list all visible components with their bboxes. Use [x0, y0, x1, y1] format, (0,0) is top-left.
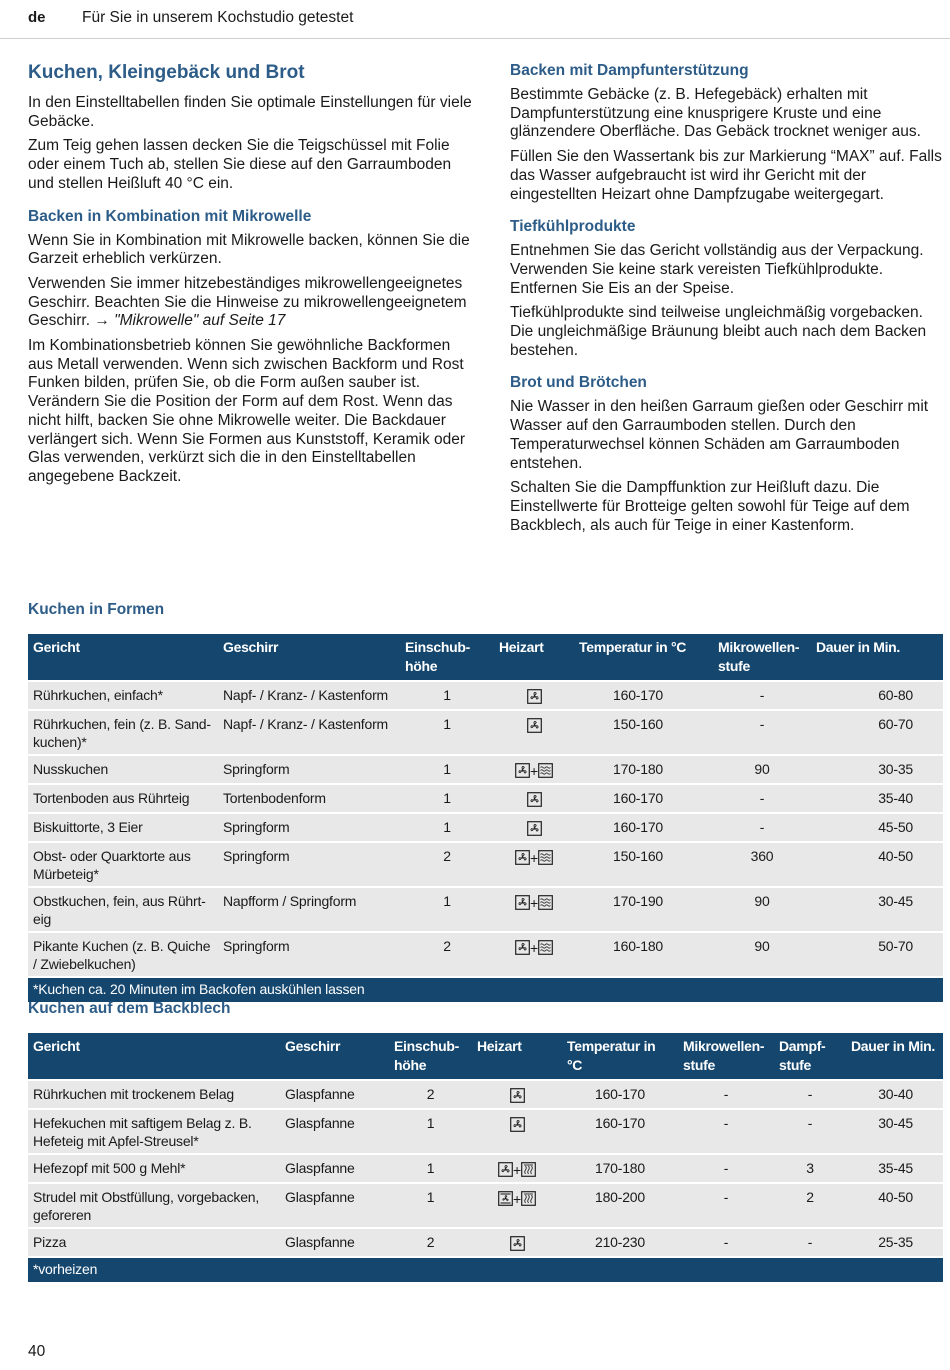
subheading-tiefkuehl: Tiefkühlprodukte	[510, 218, 636, 236]
hot-air-fan-icon	[527, 822, 542, 838]
heating-mode-cell	[494, 932, 574, 977]
dish-cell: Pikante Kuchen (z. B. Quiche / Zwiebelkuchen)	[28, 932, 218, 977]
heating-mode-icons	[527, 821, 542, 838]
table-row	[28, 681, 943, 710]
cookware-cell: Springform	[218, 755, 400, 784]
column-header: Geschirr	[218, 634, 400, 681]
table-header-row	[28, 634, 943, 681]
subheading-brot: Brot und Brötchen	[510, 374, 647, 392]
heating-mode-icons	[498, 1162, 536, 1179]
table-footnote: *Kuchen ca. 20 Minuten im Backofen auskühlen lassen	[28, 977, 943, 1002]
temperature-cell: 160-180	[574, 932, 713, 977]
duration-cell: 35-40	[811, 784, 943, 813]
dish-cell: Rührkuchen mit trockenem Belag	[28, 1080, 280, 1109]
hot-air-fan-icon	[515, 941, 530, 957]
table-row	[28, 1183, 943, 1228]
header-divider	[0, 38, 950, 39]
column-header: Temperatur in °C	[562, 1033, 678, 1080]
paragraph: Schalten Sie die Dampffunktion zur Heißluft dazu. Die Einstellwerte für Brotteige gelten sowohl für Teige auf dem Backblech, als auch für Teige in einer Kastenform.	[510, 479, 910, 534]
table1-title: Kuchen in Formen	[28, 601, 165, 618]
duration-cell: 30-45	[846, 1109, 943, 1154]
temperature-cell: 170-180	[574, 755, 713, 784]
microwave-level-cell: 90	[713, 887, 811, 932]
cookware-cell: Springform	[218, 813, 400, 842]
heating-mode-icons	[515, 850, 553, 867]
microwave-level-cell: -	[678, 1183, 774, 1228]
shelf-level-cell: 1	[400, 784, 494, 813]
dish-cell: Obst- oder Quarktorte aus Mürbeteig*	[28, 842, 218, 887]
cookware-cell: Napfform / Springform	[218, 887, 400, 932]
heating-mode-cell	[494, 681, 574, 710]
paragraph: Bestimmte Gebäcke (z. B. Hefegebäck) erhalten mit Dampfunterstützung eine knusprigere Kruste und eine glänzendere Oberfläche. Das Gebäck trocknet weniger aus.	[510, 86, 921, 141]
cookware-cell: Glaspfanne	[280, 1154, 389, 1183]
microwave-level-cell: 360	[713, 842, 811, 887]
cookware-cell: Glaspfanne	[280, 1080, 389, 1109]
plus-sign: +	[530, 895, 538, 911]
microwave-level-cell: -	[678, 1154, 774, 1183]
steam-level-cell: -	[774, 1228, 846, 1257]
shelf-level-cell: 1	[389, 1109, 472, 1154]
table-row	[28, 1109, 943, 1154]
paragraph: Füllen Sie den Wassertank bis zur Markierung “MAX” auf. Falls das Wasser aufgebraucht ist wird ihr Gericht mit der eingestellten Heizart ohne Dampfzugabe weitergegart.	[510, 148, 942, 203]
temperature-cell: 180-200	[562, 1183, 678, 1228]
column-header: Temperatur in °C	[574, 634, 713, 681]
microwave-level-cell: -	[713, 710, 811, 755]
hot-air-fan-icon	[527, 719, 542, 735]
heating-mode-icons	[510, 1117, 525, 1134]
temperature-cell: 150-160	[574, 842, 713, 887]
footnote-row	[28, 1257, 943, 1282]
paragraph: In den Einstelltabellen finden Sie optimale Einstellungen für viele Gebäcke.	[28, 94, 472, 130]
temperature-cell: 160-170	[574, 784, 713, 813]
hot-air-fan-icon	[510, 1237, 525, 1253]
subheading-kombi: Backen in Kombination mit Mikrowelle	[28, 207, 312, 225]
shelf-level-cell: 1	[389, 1154, 472, 1183]
heating-mode-icons	[527, 792, 542, 809]
heating-mode-icons	[527, 689, 542, 706]
shelf-level-cell: 2	[389, 1228, 472, 1257]
heating-mode-icons	[527, 718, 542, 735]
table-row	[28, 932, 943, 977]
dish-cell: Nusskuchen	[28, 755, 218, 784]
shelf-level-cell: 2	[389, 1080, 472, 1109]
shelf-level-cell: 2	[400, 932, 494, 977]
heating-mode-cell	[472, 1080, 562, 1109]
table-row	[28, 887, 943, 932]
duration-cell: 25-35	[846, 1228, 943, 1257]
dish-cell: Strudel mit Obstfüllung, vorgebacken, geforeren	[28, 1183, 280, 1228]
hot-air-fan-icon	[515, 896, 530, 912]
cookware-cell: Napf- / Kranz- / Kastenform	[218, 710, 400, 755]
cookware-cell: Napf- / Kranz- / Kastenform	[218, 681, 400, 710]
paragraph: Zum Teig gehen lassen decken Sie die Teigschüssel mit Folie oder einem Tuch ab, stellen Sie diese auf den Garraumboden und stellen Heißluft 40 °C ein.	[28, 137, 452, 192]
column-header: Einschub-höhe	[400, 634, 494, 681]
microwave-level-cell: -	[678, 1228, 774, 1257]
hot-air-fan-icon	[515, 851, 530, 867]
microwave-icon	[538, 851, 553, 867]
heating-mode-icons	[515, 895, 553, 912]
heating-mode-cell	[494, 710, 574, 755]
steam-icon	[521, 1163, 536, 1179]
dish-cell: Rührkuchen, einfach*	[28, 681, 218, 710]
cookware-cell: Tortenbodenform	[218, 784, 400, 813]
duration-cell: 30-45	[811, 887, 943, 932]
temperature-cell: 160-170	[562, 1080, 678, 1109]
microwave-level-cell: -	[713, 681, 811, 710]
hot-air-fan-icon	[510, 1118, 525, 1134]
column-header: Dauer in Min.	[811, 634, 943, 681]
page-number: 40	[28, 1343, 46, 1360]
dish-cell: Hefekuchen mit saftigem Belag z. B. Hefeteig mit Apfel-Streusel*	[28, 1109, 280, 1154]
duration-cell: 45-50	[811, 813, 943, 842]
heating-mode-cell	[494, 755, 574, 784]
microwave-icon	[538, 941, 553, 957]
shelf-level-cell: 2	[400, 842, 494, 887]
microwave-level-cell: -	[678, 1080, 774, 1109]
paragraph: Tiefkühlprodukte sind teilweise ungleichmäßig vorgebacken. Die ungleichmäßige Bräunung bleibt auch nach dem Backen bestehen.	[510, 304, 927, 359]
steam-level-cell: -	[774, 1109, 846, 1154]
dish-cell: Pizza	[28, 1228, 280, 1257]
duration-cell: 50-70	[811, 932, 943, 977]
table-row	[28, 842, 943, 887]
shelf-level-cell: 1	[400, 755, 494, 784]
cookware-cell: Springform	[218, 932, 400, 977]
temperature-cell: 170-180	[562, 1154, 678, 1183]
duration-cell: 35-45	[846, 1154, 943, 1183]
table-row	[28, 1154, 943, 1183]
heating-mode-icons	[515, 940, 553, 957]
table-row	[28, 1080, 943, 1109]
top-bottom-heat-fan-icon	[498, 1192, 513, 1208]
steam-icon	[521, 1192, 536, 1208]
heating-mode-icons	[510, 1236, 525, 1253]
temperature-cell: 210-230	[562, 1228, 678, 1257]
cookware-cell: Glaspfanne	[280, 1109, 389, 1154]
shelf-level-cell: 1	[400, 813, 494, 842]
hot-air-fan-icon	[527, 793, 542, 809]
temperature-cell: 160-170	[574, 813, 713, 842]
hot-air-fan-icon	[498, 1163, 513, 1179]
dish-cell: Tortenboden aus Rührteig	[28, 784, 218, 813]
hot-air-fan-icon	[527, 690, 542, 706]
column-header: Mikrowellen-stufe	[713, 634, 811, 681]
dish-cell: Rührkuchen, fein (z. B. Sand-kuchen)*	[28, 710, 218, 755]
temperature-cell: 160-170	[562, 1109, 678, 1154]
footnote-row	[28, 977, 943, 1002]
column-header: Dampf-stufe	[774, 1033, 846, 1080]
left-column	[28, 62, 476, 493]
paragraph	[28, 275, 476, 331]
table-kuchen-in-formen	[28, 634, 943, 1002]
temperature-cell: 160-170	[574, 681, 713, 710]
microwave-icon	[538, 764, 553, 780]
temperature-cell: 150-160	[574, 710, 713, 755]
subheading-dampf: Backen mit Dampfunterstützung	[510, 62, 749, 79]
duration-cell: 30-40	[846, 1080, 943, 1109]
table-row	[28, 755, 943, 784]
table-row	[28, 1228, 943, 1257]
heating-mode-cell	[472, 1154, 562, 1183]
microwave-level-cell: -	[713, 813, 811, 842]
steam-level-cell: 3	[774, 1154, 846, 1183]
table2-title: Kuchen auf dem Backblech	[28, 1000, 231, 1017]
language-code: de	[28, 9, 46, 26]
duration-cell: 60-70	[811, 710, 943, 755]
shelf-level-cell: 1	[389, 1183, 472, 1228]
column-header: Einschub-höhe	[389, 1033, 472, 1080]
table-kuchen-auf-dem-backblech	[28, 1033, 943, 1282]
microwave-icon	[538, 896, 553, 912]
microwave-level-cell: 90	[713, 755, 811, 784]
shelf-level-cell: 1	[400, 681, 494, 710]
table-footnote: *vorheizen	[28, 1257, 943, 1282]
right-column	[510, 62, 946, 541]
heating-mode-icons	[510, 1088, 525, 1105]
plus-sign: +	[530, 850, 538, 866]
heating-mode-cell	[472, 1109, 562, 1154]
plus-sign: +	[513, 1191, 521, 1207]
table-row	[28, 813, 943, 842]
plus-sign: +	[513, 1162, 521, 1178]
table-row	[28, 710, 943, 755]
microwave-level-cell: -	[713, 784, 811, 813]
heating-mode-cell	[494, 842, 574, 887]
heating-mode-cell	[472, 1228, 562, 1257]
hot-air-fan-icon	[515, 764, 530, 780]
duration-cell: 60-80	[811, 681, 943, 710]
steam-level-cell: 2	[774, 1183, 846, 1228]
cookware-cell: Springform	[218, 842, 400, 887]
heating-mode-cell	[494, 813, 574, 842]
dish-cell: Hefezopf mit 500 g Mehl*	[28, 1154, 280, 1183]
paragraph: Wenn Sie in Kombination mit Mikrowelle backen, können Sie die Garzeit erheblich verkürzen.	[28, 231, 470, 268]
paragraph: Nie Wasser in den heißen Garraum gießen oder Geschirr mit Wasser auf den Garraumboden stellen. Durch den Temperaturwechsel können Schäden am Garraumboden entstehen.	[510, 398, 929, 472]
dish-cell: Obstkuchen, fein, aus Rührt-eig	[28, 887, 218, 932]
plus-sign: +	[530, 940, 538, 956]
heating-mode-cell	[494, 784, 574, 813]
column-header: Heizart	[472, 1033, 562, 1080]
column-header: Gericht	[28, 1033, 280, 1080]
hot-air-fan-icon	[510, 1089, 525, 1105]
table-row	[28, 784, 943, 813]
microwave-level-cell: -	[678, 1109, 774, 1154]
cookware-cell: Glaspfanne	[280, 1228, 389, 1257]
heating-mode-icons	[498, 1191, 536, 1208]
paragraph-text: Verwenden Sie immer hitzebeständiges mikrowellengeeignetes Geschirr. Beachten Sie die Hinweise zu mikrowellengeeignetem Geschirr.	[28, 274, 467, 330]
microwave-level-cell: 90	[713, 932, 811, 977]
heating-mode-icons	[515, 763, 553, 780]
shelf-level-cell: 1	[400, 887, 494, 932]
cookware-cell: Glaspfanne	[280, 1183, 389, 1228]
cross-reference-link[interactable]: → "Mikrowelle" auf Seite 17	[94, 312, 286, 330]
duration-cell: 30-35	[811, 755, 943, 784]
column-header: Heizart	[494, 634, 574, 681]
dish-cell: Biskuittorte, 3 Eier	[28, 813, 218, 842]
column-header: Geschirr	[280, 1033, 389, 1080]
duration-cell: 40-50	[846, 1183, 943, 1228]
column-header: Dauer in Min.	[846, 1033, 943, 1080]
paragraph: Im Kombinationsbetrieb können Sie gewöhnliche Backformen aus Metall verwenden. Wenn sich zwischen Backform und Rost Funken bilden, prüfen Sie, ob die Form außen sauber ist. Verändern Sie die Position der Form auf dem Rost. Wenn das nicht hilft, backen Sie ohne Mikrowelle weiter. Die Backdauer verlängert sich. Wenn Sie Formen aus Kunststoff, Keramik oder Glas verwenden, verkürzt sich die in den Einstelltabellen angegebene Backzeit.	[28, 337, 466, 485]
temperature-cell: 170-190	[574, 887, 713, 932]
column-header: Mikrowellen-stufe	[678, 1033, 774, 1080]
heating-mode-cell	[494, 887, 574, 932]
duration-cell: 40-50	[811, 842, 943, 887]
running-header: Für Sie in unserem Kochstudio getestet	[82, 9, 354, 26]
heating-mode-cell	[472, 1183, 562, 1228]
section-heading: Kuchen, Kleingebäck und Brot	[28, 62, 305, 83]
plus-sign: +	[530, 763, 538, 779]
table-header-row	[28, 1033, 943, 1080]
shelf-level-cell: 1	[400, 710, 494, 755]
paragraph: Entnehmen Sie das Gericht vollständig aus der Verpackung. Verwenden Sie keine stark vereisten Tiefkühlprodukte. Entfernen Sie Eis an der Speise.	[510, 242, 924, 297]
steam-level-cell: -	[774, 1080, 846, 1109]
column-header: Gericht	[28, 634, 218, 681]
